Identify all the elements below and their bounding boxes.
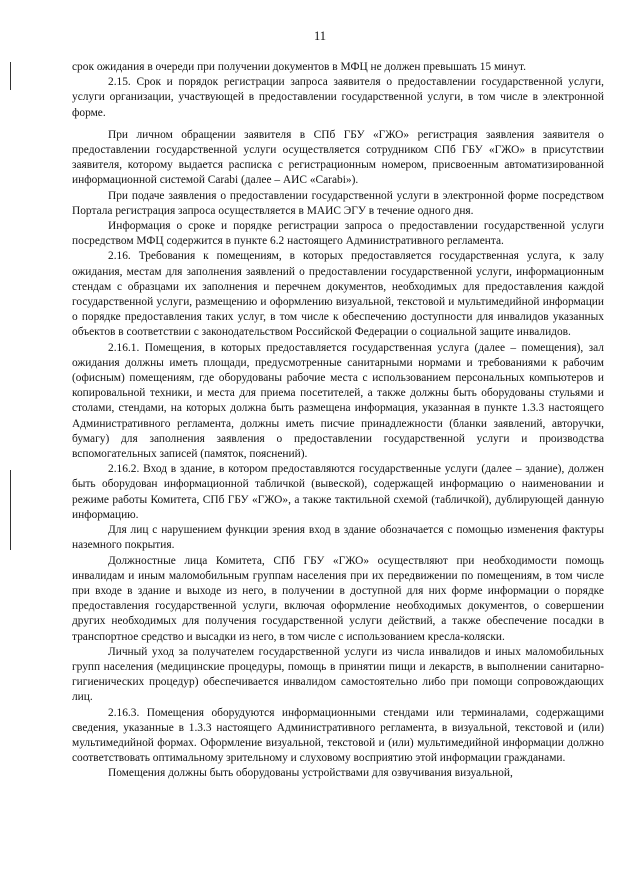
paragraph: Личный уход за получателем государственной услуги из числа инвалидов и иных маломобильных групп населения (медицинские процедуры, помощь в принятии пищи и лекарств, в выполнении санитарно-гигиенических процедур) обеспечивается инвалидом самостоятельно либо при помощи сопровождающих лиц. [72, 645, 604, 704]
margin-mark [10, 470, 11, 550]
paragraph: Помещения должны быть оборудованы устройствами для озвучивания визуальной, [108, 767, 513, 780]
paragraph: При личном обращении заявителя в СПб ГБУ «ГЖО» регистрация заявления заявителя о предоставлении государственной услуги осуществляется сотрудником СПб ГБУ «ГЖО» в присутствии заявителя, которому выдается расписка с регистрационным номером, присвоенным автоматизированной информационной системой Carabi (далее – АИС «Carabi»). [72, 128, 604, 187]
paragraph: срок ожидания в очереди при получении документов в МФЦ не должен превышать 15 минут. [72, 61, 527, 73]
paragraph: Должностные лица Комитета, СПб ГБУ «ГЖО» осуществляют при необходимости помощь инвалидам и иным маломобильным группам населения при их передвижении по помещениям, в том числе при входе в здание и выходе из него, в получении в доступной для них форме информации о порядке предоставления государственной услуги, включая оформление необходимых документов, о совершении других необходимых для получения государственной услуги действий, а также обеспечение посадки в транспортное средство и высадки из него, в том числе с использованием кресла-коляски. [72, 554, 604, 643]
paragraph: 2.16. Требования к помещениям, в которых предоставляется государственная услуга, к залу ожидания, местам для заполнения заявлений о предоставлении государственной услуги, информационным стендам с образцами их заполнения и перечнем документов, необходимых для предоставления каждой государственной услуги, размещению и оформлению визуальной, текстовой и мультимедийной информации о порядке предоставления таких услуг, в том числе к обеспечению доступности для инвалидов указанных объектов в соответствии с законодательством Российской Федерации о социальной защите инвалидов. [72, 250, 604, 339]
paragraph: 2.16.3. Помещения оборудуются информационными стендами или терминалами, содержащими сведения, указанные в 1.3.3 настоящего Административного регламента, в визуальной, текстовой и (или) мультимедийной формах. Оформление визуальной, текстовой и (или) мультимедийной информации должно соответствовать оптимальному зрительному и слуховому восприятию этой информации гражданами. [72, 706, 604, 765]
paragraph: При подаче заявления о предоставлении государственной услуги в электронной форме посредством Портала регистрация запроса осуществляется в МАИС ЭГУ в течение одного дня. [72, 189, 604, 217]
paragraph: 2.16.2. Вход в здание, в котором предоставляются государственные услуги (далее – здание), должен быть оборудован информационной табличкой (вывеской), содержащей информацию о наименовании и режиме работы Комитета, СПб ГБУ «ГЖО», а также тактильной схемой (табличкой), дублирующей данную информацию. [72, 463, 604, 521]
document-body [72, 60, 604, 782]
paragraph: Для лиц с нарушением функции зрения вход в здание обозначается с помощью изменения фактуры наземного покрытия. [72, 524, 604, 552]
paragraph: 2.15. Срок и порядок регистрации запроса заявителя о предоставлении государственной услуги, услуги организации, участвующей в предоставлении государственной услуги, в том числе в электронной форме. [72, 76, 604, 119]
page-number: 11 [313, 29, 327, 43]
paragraph: 2.16.1. Помещения, в которых предоставляется государственная услуга (далее – помещения), зал ожидания должны иметь площади, предусмотренные санитарными нормами и требованиями к рабочим (офисным) помещениям, где оборудованы рабочие места с использованием персональных компьютеров и копировальной техники, и места для приема посетителей, а также должны быть оборудованы стульями и столами, стендами, на которых должна быть размещена информация, указанная в пункте 1.3.3 настоящего Административного регламента, должны иметь писчие принадлежности (бланки заявлений, авторучки, бумагу) для заполнения заявления о предоставлении государственной услуги и производства вспомогательных записей (памяток, пояснений). [72, 341, 604, 461]
paragraph: Информация о сроке и порядке регистрации запроса о предоставлении государственной услуги посредством МФЦ содержится в пункте 6.2 настоящего Административного регламента. [72, 220, 604, 248]
margin-mark [10, 62, 11, 90]
